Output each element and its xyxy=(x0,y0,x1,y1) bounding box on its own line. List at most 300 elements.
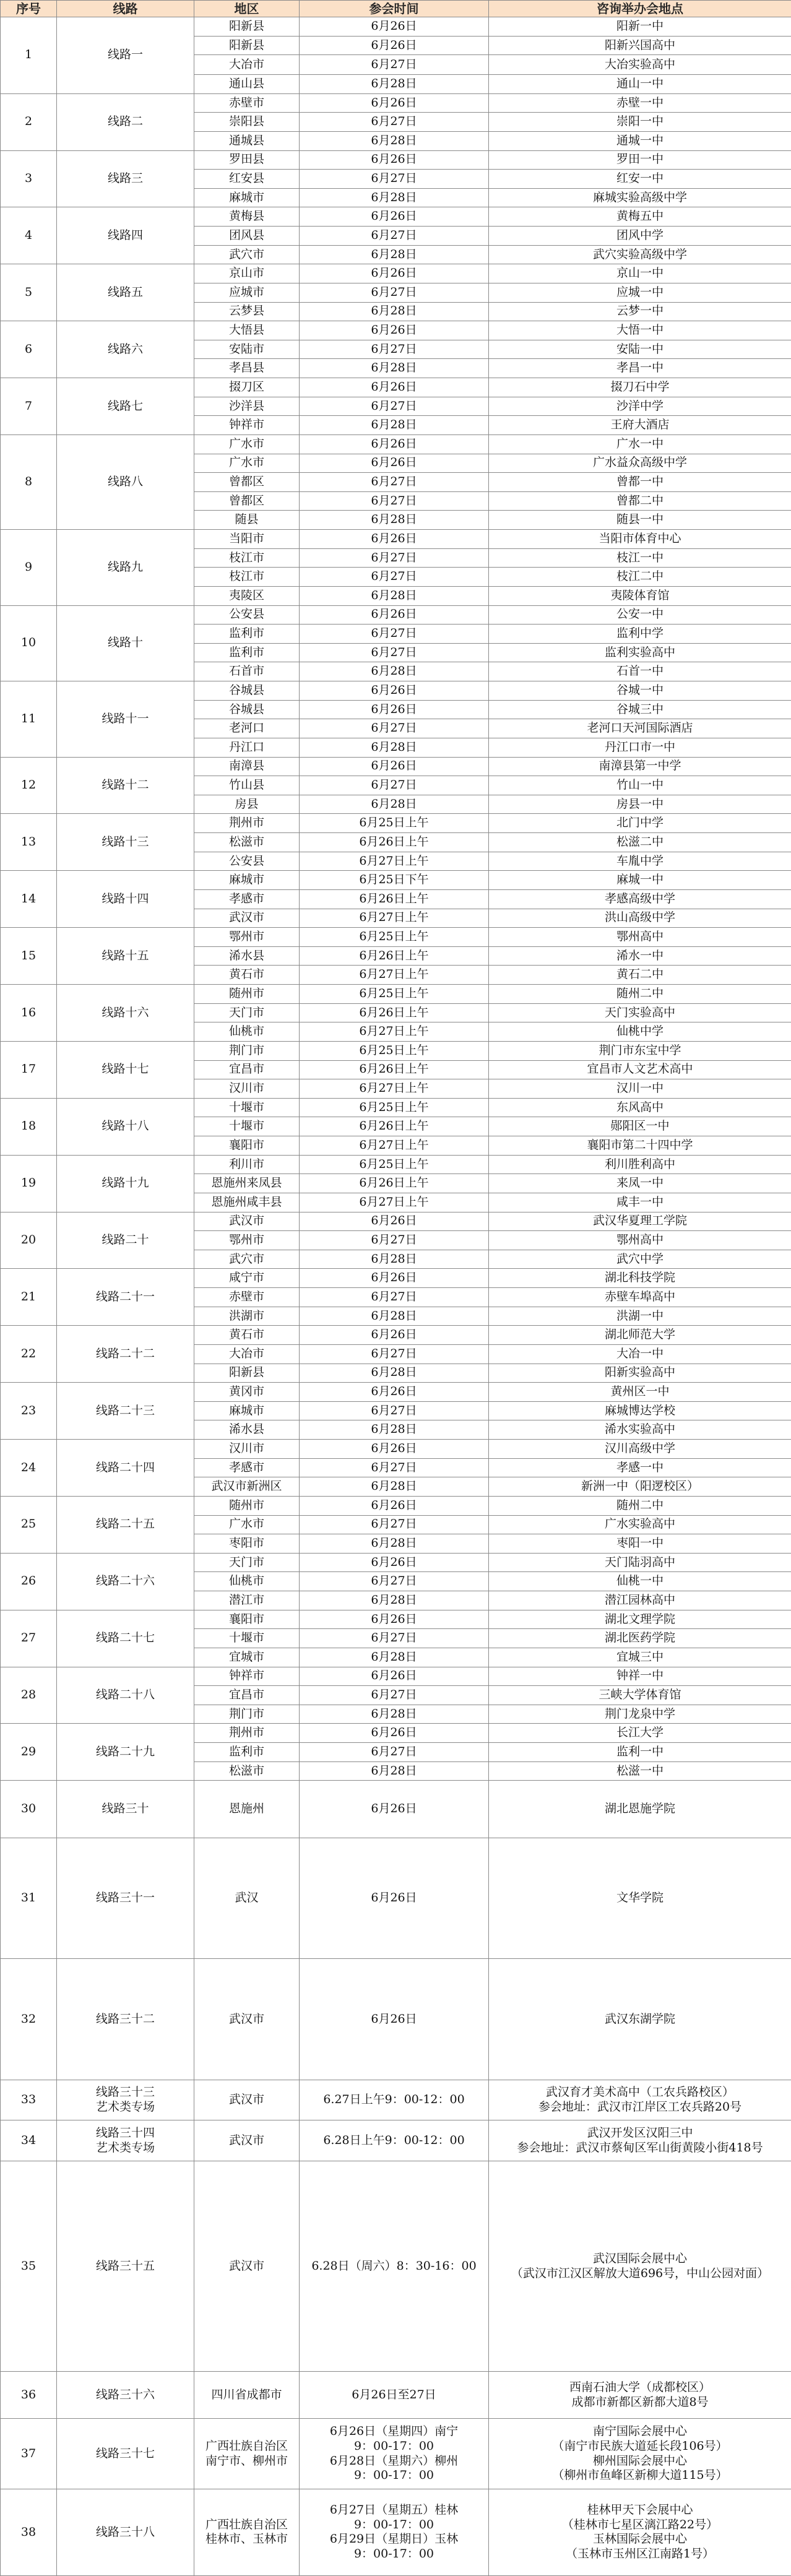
time-cell: 6月26日 xyxy=(300,1212,489,1231)
route-name-cell xyxy=(57,757,194,814)
route-name-cell xyxy=(57,1041,194,1098)
time-cell-line: 6月26日至27日 xyxy=(352,2388,436,2402)
venue-cell: 宜昌市人文艺术高中 xyxy=(489,1060,791,1079)
venue-cell: 南漳县第一中学 xyxy=(489,757,791,776)
route-name-line: 线路三 xyxy=(107,171,143,186)
region-cell-line: 广西壮族自治区 xyxy=(205,2439,288,2453)
route-name-line: 线路八 xyxy=(107,475,143,489)
route-number-cell: 12 xyxy=(1,757,57,814)
route-name-line: 线路二十 xyxy=(102,1233,149,1247)
region-cell: 老河口 xyxy=(194,719,300,738)
time-cell: 6月27日上午 xyxy=(300,1193,489,1212)
venue-cell-line: 南宁国际会展中心 xyxy=(592,2424,687,2439)
venue-cell: 松滋二中 xyxy=(489,833,791,852)
table-header xyxy=(1,1,791,17)
time-cell: 6月27日 xyxy=(300,1515,489,1534)
venue-cell: 罗田一中 xyxy=(489,150,791,170)
time-cell: 6月25日上午 xyxy=(300,1041,489,1060)
table-row xyxy=(1,871,791,890)
route-name-line: 线路二十七 xyxy=(95,1631,155,1645)
region-cell: 房县 xyxy=(194,795,300,814)
time-cell: 6月26日 xyxy=(300,1959,489,2080)
table-row xyxy=(1,1269,791,1288)
table-row xyxy=(1,530,791,549)
time-cell: 6月28日 xyxy=(300,1761,489,1781)
venue-cell: 麻城实验高级中学 xyxy=(489,188,791,207)
route-name-line: 线路二十一 xyxy=(95,1289,155,1303)
time-cell: 6月28日 xyxy=(300,738,489,757)
region-cell: 鄂州市 xyxy=(194,928,300,947)
venue-cell: 黄梅五中 xyxy=(489,207,791,227)
time-cell: 6月26日 xyxy=(300,207,489,227)
venue-cell: 文华学院 xyxy=(489,1838,791,1959)
route-number-cell: 15 xyxy=(1,928,57,985)
venue-cell: 谷城一中 xyxy=(489,681,791,701)
route-number-cell: 25 xyxy=(1,1496,57,1553)
region-cell: 浠水县 xyxy=(194,946,300,966)
route-number-cell: 3 xyxy=(1,150,57,207)
venue-cell-line: 武汉国际会展中心 xyxy=(592,2252,687,2266)
region-cell: 广水市 xyxy=(194,454,300,473)
region-cell: 通山县 xyxy=(194,75,300,94)
table-row xyxy=(1,378,791,397)
time-cell: 6月26日 xyxy=(300,150,489,170)
time-cell: 6月26日 xyxy=(300,1781,489,1838)
region-cell: 安陆市 xyxy=(194,340,300,359)
venue-cell-line: （武汉市江汉区解放大道696号，中山公园对面） xyxy=(511,2266,769,2280)
route-number-cell: 23 xyxy=(1,1383,57,1440)
venue-cell: 潜江园林高中 xyxy=(489,1591,791,1610)
route-number-cell: 18 xyxy=(1,1098,57,1155)
region-cell: 黄石市 xyxy=(194,1326,300,1345)
time-cell xyxy=(300,2372,489,2419)
route-name-line: 线路二十五 xyxy=(95,1517,155,1531)
venue-cell: 黄州区一中 xyxy=(489,1383,791,1402)
time-cell xyxy=(300,2419,489,2489)
time-cell: 6月28日 xyxy=(300,1364,489,1383)
time-cell: 6月26日 xyxy=(300,93,489,113)
route-number-cell: 14 xyxy=(1,871,57,928)
table-row xyxy=(1,1326,791,1345)
time-cell: 6月28日 xyxy=(300,1477,489,1497)
time-cell: 6月28日 xyxy=(300,1648,489,1667)
region-cell: 随州市 xyxy=(194,985,300,1004)
route-name-line: 线路六 xyxy=(107,342,143,356)
venue-cell: 宜城三中 xyxy=(489,1648,791,1667)
route-name-line: 线路二十三 xyxy=(95,1403,155,1417)
time-cell: 6月26日 xyxy=(300,1269,489,1288)
table-row xyxy=(1,1496,791,1515)
time-cell: 6月25日上午 xyxy=(300,1155,489,1174)
venue-cell: 孝昌一中 xyxy=(489,359,791,378)
route-number-cell: 36 xyxy=(1,2372,57,2419)
venue-cell: 崇阳一中 xyxy=(489,113,791,132)
venue-cell: 掇刀石中学 xyxy=(489,378,791,397)
route-name-cell xyxy=(57,2419,194,2489)
venue-cell xyxy=(489,2161,791,2372)
time-cell: 6月26日 xyxy=(300,700,489,719)
region-cell: 云梦县 xyxy=(194,302,300,321)
region-cell: 荆门市 xyxy=(194,1705,300,1724)
venue-cell: 汉川高级中学 xyxy=(489,1440,791,1459)
route-name-line: 线路十九 xyxy=(102,1176,149,1190)
route-name-cell xyxy=(57,814,194,871)
venue-cell: 广水益众高级中学 xyxy=(489,454,791,473)
table-row xyxy=(1,434,791,454)
venue-cell-line: （柳州市鱼峰区新柳大道115号） xyxy=(552,2468,728,2483)
route-name-line: 线路十五 xyxy=(102,948,149,962)
route-number-cell: 8 xyxy=(1,434,57,529)
time-cell: 6月27日上午 xyxy=(300,1079,489,1099)
region-cell: 罗田县 xyxy=(194,150,300,170)
region-cell: 武汉市 xyxy=(194,1959,300,2080)
route-name-cell xyxy=(57,1838,194,1959)
route-number-cell: 7 xyxy=(1,378,57,435)
venue-cell: 红安一中 xyxy=(489,170,791,189)
region-cell xyxy=(194,2419,300,2489)
venue-cell-line: 桂林甲天下会展中心 xyxy=(587,2502,693,2517)
route-name-line: 线路十二 xyxy=(102,778,149,792)
time-cell: 6月28日 xyxy=(300,795,489,814)
venue-cell: 大冶一中 xyxy=(489,1344,791,1364)
region-cell: 潜江市 xyxy=(194,1591,300,1610)
venue-cell: 仙桃一中 xyxy=(489,1572,791,1591)
region-cell: 曾都区 xyxy=(194,473,300,492)
region-cell-line: 南宁市、柳州市 xyxy=(205,2453,288,2468)
time-cell: 6月26日 xyxy=(300,1440,489,1459)
table-row xyxy=(1,17,791,37)
venue-cell: 洪湖一中 xyxy=(489,1307,791,1326)
route-name-line: 线路三十 xyxy=(102,1802,149,1816)
time-cell: 6月26日 xyxy=(300,1326,489,1345)
venue-cell: 云梦一中 xyxy=(489,302,791,321)
route-name-cell xyxy=(57,1155,194,1212)
time-cell-line: 6月26日（星期四）南宁 xyxy=(329,2424,459,2439)
venue-cell: 阳新一中 xyxy=(489,17,791,37)
venue-cell xyxy=(489,2419,791,2489)
route-name-cell xyxy=(57,264,194,321)
time-cell: 6月27日 xyxy=(300,1743,489,1762)
table-row xyxy=(1,1667,791,1686)
route-number-cell: 30 xyxy=(1,1781,57,1838)
venue-cell: 湖北科技学院 xyxy=(489,1269,791,1288)
route-number-cell: 26 xyxy=(1,1553,57,1610)
route-name-line: 线路四 xyxy=(107,228,143,242)
venue-cell: 荆门龙泉中学 xyxy=(489,1705,791,1724)
route-number-cell: 21 xyxy=(1,1269,57,1326)
route-number-cell: 32 xyxy=(1,1959,57,2080)
venue-cell: 仙桃中学 xyxy=(489,1022,791,1042)
route-name-cell xyxy=(57,530,194,606)
region-cell: 崇阳县 xyxy=(194,113,300,132)
venue-cell: 洪山高级中学 xyxy=(489,909,791,928)
time-cell: 6月26日上午 xyxy=(300,1060,489,1079)
region-cell: 恩施州 xyxy=(194,1781,300,1838)
region-cell: 武汉市 xyxy=(194,1212,300,1231)
region-cell: 洪湖市 xyxy=(194,1307,300,1326)
route-name-line: 线路三十八 xyxy=(95,2525,155,2539)
region-cell: 团风县 xyxy=(194,227,300,246)
time-cell: 6月27日 xyxy=(300,491,489,511)
time-cell: 6月27日 xyxy=(300,1344,489,1364)
region-cell: 当阳市 xyxy=(194,530,300,549)
route-number-cell: 24 xyxy=(1,1440,57,1497)
time-cell: 6月26日 xyxy=(300,454,489,473)
venue-cell: 枝江一中 xyxy=(489,548,791,568)
time-cell: 6月26日 xyxy=(300,17,489,37)
time-cell: 6月26日上午 xyxy=(300,946,489,966)
header-time: 参会时间 xyxy=(300,1,489,17)
time-cell: 6月28日 xyxy=(300,359,489,378)
venue-cell-line: 玉林国际会展中心 xyxy=(592,2532,687,2546)
table-row xyxy=(1,1212,791,1231)
region-cell: 恩施州咸丰县 xyxy=(194,1193,300,1212)
venue-cell: 孝感高级中学 xyxy=(489,889,791,909)
time-cell-line: 9：00-17：00 xyxy=(353,2517,434,2531)
region-cell: 孝感市 xyxy=(194,1458,300,1477)
time-cell: 6月28日 xyxy=(300,1250,489,1269)
time-cell: 6月27日 xyxy=(300,776,489,795)
time-cell: 6月26日 xyxy=(300,36,489,55)
venue-cell-line: （玉林市玉州区江南路1号） xyxy=(565,2547,715,2561)
region-cell: 仙桃市 xyxy=(194,1022,300,1042)
route-name-cell xyxy=(57,1667,194,1724)
venue-cell: 武穴中学 xyxy=(489,1250,791,1269)
time-cell: 6月27日 xyxy=(300,548,489,568)
venue-cell: 公安一中 xyxy=(489,605,791,625)
time-cell: 6月27日 xyxy=(300,55,489,75)
venue-cell-line: 西南石油大学（成都校区） xyxy=(569,2380,711,2395)
table-row xyxy=(1,2372,791,2419)
venue-cell: 汉川一中 xyxy=(489,1079,791,1099)
time-cell: 6月28日 xyxy=(300,131,489,150)
route-number-cell: 16 xyxy=(1,985,57,1042)
route-name-cell xyxy=(57,93,194,150)
venue-cell xyxy=(489,2120,791,2161)
time-cell xyxy=(300,2161,489,2372)
route-number-cell: 2 xyxy=(1,93,57,150)
region-cell: 鄂州市 xyxy=(194,1231,300,1250)
venue-cell-line: 参会地址：武汉市蔡甸区军山街黄陵小街418号 xyxy=(517,2140,763,2155)
region-cell: 利川市 xyxy=(194,1155,300,1174)
region-cell: 武汉市 xyxy=(194,909,300,928)
region-cell: 松滋市 xyxy=(194,1761,300,1781)
venue-cell: 监利中学 xyxy=(489,625,791,644)
region-cell: 恩施州来凤县 xyxy=(194,1174,300,1193)
time-cell: 6月26日 xyxy=(300,321,489,340)
venue-cell: 大冶实验高中 xyxy=(489,55,791,75)
region-cell-line: 广西壮族自治区 xyxy=(205,2517,288,2531)
route-name-line: 线路十一 xyxy=(102,711,149,725)
venue-cell: 武穴实验高级中学 xyxy=(489,245,791,264)
region-cell: 公安县 xyxy=(194,852,300,871)
route-name-cell xyxy=(57,1098,194,1155)
region-cell: 孝感市 xyxy=(194,889,300,909)
time-cell: 6月27日 xyxy=(300,568,489,587)
venue-cell: 随州二中 xyxy=(489,1496,791,1515)
region-cell: 天门市 xyxy=(194,1003,300,1022)
time-cell: 6月26日 xyxy=(300,1496,489,1515)
region-cell: 大悟县 xyxy=(194,321,300,340)
table-row xyxy=(1,1724,791,1743)
venue-cell-line: 成都市新都区新都大道8号 xyxy=(571,2395,709,2409)
venue-cell: 利川胜利高中 xyxy=(489,1155,791,1174)
region-cell: 宜昌市 xyxy=(194,1686,300,1705)
route-name-line: 线路三十二 xyxy=(95,2012,155,2026)
time-cell: 6月28日 xyxy=(300,586,489,605)
region-cell: 枝江市 xyxy=(194,548,300,568)
time-cell: 6月25日上午 xyxy=(300,985,489,1004)
region-cell: 监利市 xyxy=(194,643,300,662)
time-cell: 6月27日 xyxy=(300,643,489,662)
venue-cell: 团风中学 xyxy=(489,227,791,246)
route-name-cell xyxy=(57,1440,194,1497)
time-cell: 6月27日 xyxy=(300,1231,489,1250)
header-route: 线路 xyxy=(57,1,194,17)
venue-cell: 湖北医药学院 xyxy=(489,1629,791,1648)
region-cell: 孝昌县 xyxy=(194,359,300,378)
region-cell: 广水市 xyxy=(194,1515,300,1534)
venue-cell: 长江大学 xyxy=(489,1724,791,1743)
venue-cell: 枣阳一中 xyxy=(489,1534,791,1554)
time-cell: 6月26日上午 xyxy=(300,1003,489,1022)
venue-cell: 荆门市东宝中学 xyxy=(489,1041,791,1060)
route-number-cell: 6 xyxy=(1,321,57,378)
venue-cell: 麻城博达学校 xyxy=(489,1401,791,1420)
region-cell: 石首市 xyxy=(194,662,300,681)
time-cell: 6月27日 xyxy=(300,113,489,132)
time-cell: 6月27日 xyxy=(300,719,489,738)
time-cell: 6月25日上午 xyxy=(300,928,489,947)
table-row xyxy=(1,814,791,833)
route-name-line: 线路二十四 xyxy=(95,1460,155,1474)
region-cell-line: 桂林市、玉林市 xyxy=(205,2532,288,2546)
region-cell: 监利市 xyxy=(194,625,300,644)
route-name-cell xyxy=(57,681,194,758)
route-name-cell xyxy=(57,321,194,378)
route-name-line: 线路二十六 xyxy=(95,1574,155,1588)
region-cell: 随州市 xyxy=(194,1496,300,1515)
time-cell: 6月28日 xyxy=(300,662,489,681)
venue-cell-line: （桂林市七星区漓江路22号） xyxy=(561,2517,719,2531)
region-cell: 赤壁市 xyxy=(194,93,300,113)
time-cell: 6月27日上午 xyxy=(300,966,489,985)
time-cell: 6月28日 xyxy=(300,1307,489,1326)
venue-cell: 湖北文理学院 xyxy=(489,1610,791,1629)
region-cell: 襄阳市 xyxy=(194,1610,300,1629)
region-cell: 宜城市 xyxy=(194,1648,300,1667)
route-name-cell xyxy=(57,928,194,985)
route-name-cell xyxy=(57,1959,194,2080)
time-cell: 6月25日下午 xyxy=(300,871,489,890)
region-cell: 十堰市 xyxy=(194,1629,300,1648)
time-cell: 6月27日 xyxy=(300,340,489,359)
region-cell: 大冶市 xyxy=(194,55,300,75)
route-name-line: 线路三十一 xyxy=(95,1891,155,1905)
table-row xyxy=(1,1959,791,2080)
region-cell: 赤壁市 xyxy=(194,1288,300,1307)
venue-cell: 湖北恩施学院 xyxy=(489,1781,791,1838)
route-name-line: 艺术类专场 xyxy=(95,2140,155,2155)
route-name-line: 线路五 xyxy=(107,285,143,299)
table-row xyxy=(1,2489,791,2575)
route-name-cell xyxy=(57,1383,194,1440)
region-cell: 通城县 xyxy=(194,131,300,150)
venue-cell: 东风高中 xyxy=(489,1098,791,1117)
region-cell: 宜昌市 xyxy=(194,1060,300,1079)
route-name-cell xyxy=(57,207,194,264)
venue-cell: 丹江口市一中 xyxy=(489,738,791,757)
route-number-cell: 29 xyxy=(1,1724,57,1781)
time-cell: 6月27日 xyxy=(300,473,489,492)
time-cell: 6月28日 xyxy=(300,302,489,321)
time-cell: 6月28日 xyxy=(300,1705,489,1724)
venue-cell: 通山一中 xyxy=(489,75,791,94)
time-cell: 6月28日 xyxy=(300,511,489,530)
table-row xyxy=(1,1781,791,1838)
route-name-cell xyxy=(57,1269,194,1326)
region-cell: 武汉市 xyxy=(194,2120,300,2161)
venue-cell: 监利实验高中 xyxy=(489,643,791,662)
time-cell: 6月26日 xyxy=(300,1838,489,1959)
time-cell: 6月28日 xyxy=(300,1534,489,1554)
time-cell xyxy=(300,2120,489,2161)
table-row xyxy=(1,1440,791,1459)
table-row xyxy=(1,757,791,776)
venue-cell: 浠水一中 xyxy=(489,946,791,966)
venue-cell: 郧阳区一中 xyxy=(489,1117,791,1136)
time-cell: 6月27日上午 xyxy=(300,852,489,871)
route-name-line: 线路三十六 xyxy=(95,2388,155,2402)
region-cell: 曾都区 xyxy=(194,491,300,511)
table-row xyxy=(1,681,791,701)
time-cell: 6月25日上午 xyxy=(300,814,489,833)
table-row xyxy=(1,1383,791,1402)
table-row xyxy=(1,1610,791,1629)
table-row xyxy=(1,1838,791,1959)
venue-cell: 鄂州高中 xyxy=(489,928,791,947)
route-number-cell: 19 xyxy=(1,1155,57,1212)
region-cell: 黄梅县 xyxy=(194,207,300,227)
region-cell: 大冶市 xyxy=(194,1344,300,1364)
table-row xyxy=(1,2419,791,2489)
time-cell xyxy=(300,2489,489,2575)
region-cell: 阳新县 xyxy=(194,1364,300,1383)
venue-cell: 夷陵体育馆 xyxy=(489,586,791,605)
route-number-cell: 28 xyxy=(1,1667,57,1724)
venue-cell: 随县一中 xyxy=(489,511,791,530)
venue-cell: 麻城一中 xyxy=(489,871,791,890)
table-row xyxy=(1,1098,791,1117)
venue-cell xyxy=(489,2489,791,2575)
time-cell: 6月26日 xyxy=(300,434,489,454)
region-cell: 武汉 xyxy=(194,1838,300,1959)
route-name-line: 线路二十九 xyxy=(95,1744,155,1758)
time-cell-line: 6月27日（星期五）桂林 xyxy=(329,2502,459,2517)
venue-cell: 阳新实验高中 xyxy=(489,1364,791,1383)
venue-cell: 松滋一中 xyxy=(489,1761,791,1781)
route-name-cell xyxy=(57,434,194,529)
route-number-cell: 5 xyxy=(1,264,57,321)
venue-cell-line: 武汉育才美术高中（工农兵路校区） xyxy=(545,2085,734,2099)
route-name-line: 线路二 xyxy=(107,115,143,129)
time-cell: 6月28日 xyxy=(300,188,489,207)
table-row xyxy=(1,1155,791,1174)
region-cell: 浠水县 xyxy=(194,1420,300,1440)
region-cell: 咸宁市 xyxy=(194,1269,300,1288)
route-name-line: 线路九 xyxy=(107,560,143,574)
venue-cell: 咸丰一中 xyxy=(489,1193,791,1212)
